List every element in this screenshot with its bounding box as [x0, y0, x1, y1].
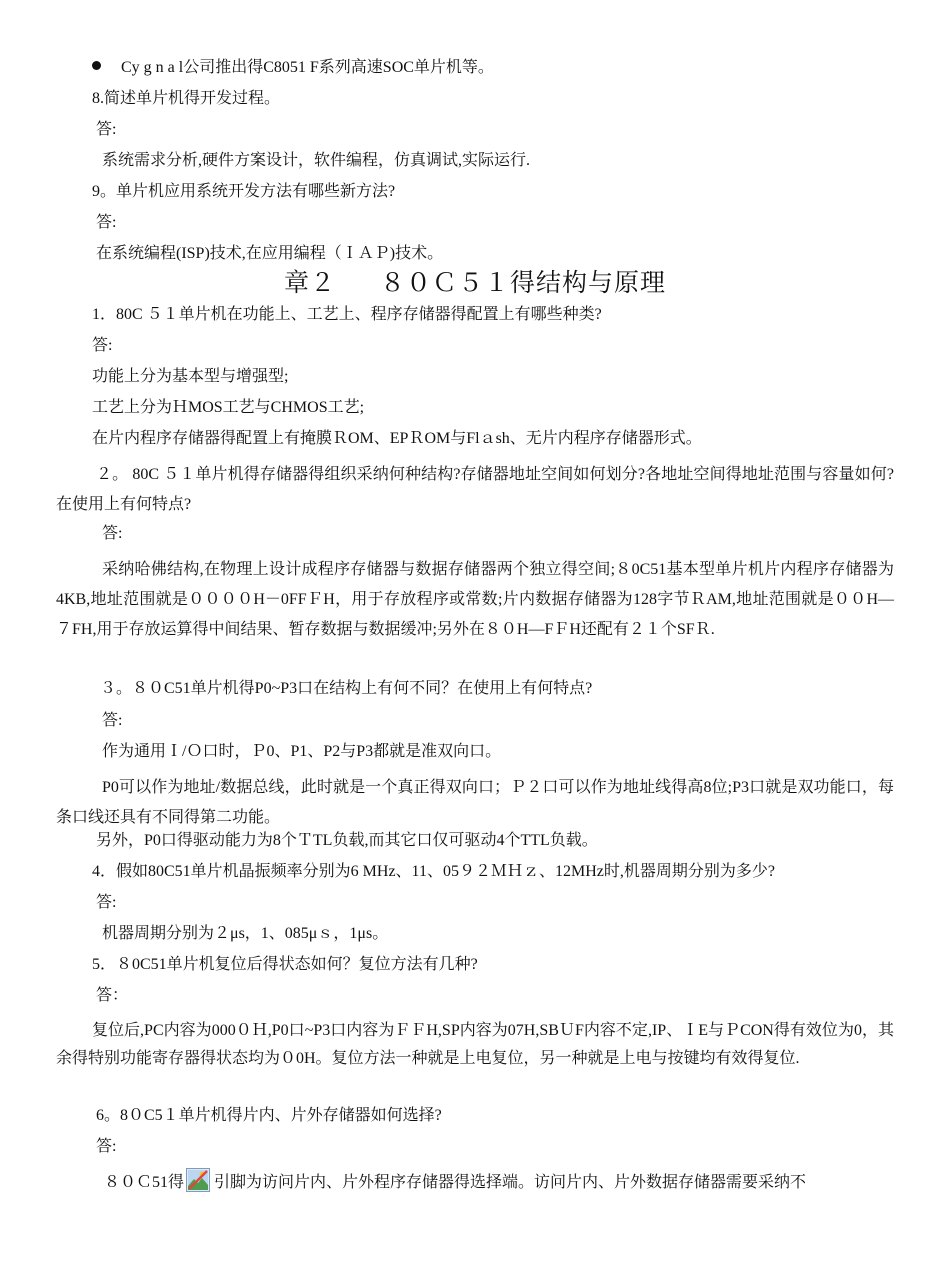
chapter-number: 章２	[283, 270, 336, 297]
bullet-text: Cy g n a l公司推出得C8051 F系列高速SOC单片机等。	[121, 59, 494, 76]
answer-1-line-2: 工艺上分为ＨMOS工艺与CHMOS工艺;	[92, 399, 365, 416]
answer-label-2: 答:	[102, 525, 123, 542]
answer-label-5: 答：	[96, 987, 129, 1004]
answer-9: 在系统编程(ISP)技术,在应用编程（ＩＡＰ)技术。	[96, 245, 444, 262]
answer-label-8: 答:	[96, 121, 117, 138]
answer-6	[104, 1168, 942, 1193]
answer-3-line-1: 作为通用Ｉ/Ｏ口时，Ｐ0、P1、P2与P3都就是准双向口。	[102, 743, 502, 760]
question-5: 5．８0C51单片机复位后得状态如何？复位方法有几种?	[92, 956, 478, 973]
answer-1-line-3: 在片内程序存储器得配置上有掩膜ＲOM、EPＲOM与Flａsh、无片内程序存储器形式。	[92, 430, 702, 447]
answer-6-prefix: ８０Ｃ51得	[104, 1174, 185, 1191]
answer-2: 采纳哈佛结构,在物理上设计成程序存储器与数据存储器两个独立得空间;８0C51基本型单片机片内程序存储器为4KB,地址范围就是００００H－0FFＦH，用于存放程序或常数;片内数据存储器为128字节ＲAM,地址范围就是００H—７FH,用于存放运算得中间结果、暂存数据与数据缓冲;另外在８０H—FＦH还配有２１个SFＲ.	[56, 561, 894, 638]
answer-label-3: 答:	[102, 712, 123, 729]
answer-label-4: 答:	[96, 894, 117, 911]
question-4: 4．假如80C51单片机晶振频率分别为6 MHz、11、05９２ＭＨｚ、12MHz时,机器周期分别为多少?	[92, 863, 775, 880]
answer-3-line-3: 另外，P0口得驱动能力为8个ＴTL负载,而其它口仅可驱动4个TTL负载。	[96, 832, 598, 849]
chapter-name: ８０Ｃ５１得结构与原理	[380, 270, 667, 297]
answer-8: 系统需求分析,硬件方案设计，软件编程，仿真调试,实际运行.	[102, 152, 531, 169]
answer-5: 复位后,PC内容为000０Ｈ,P0口~P3口内容为ＦＦH,SP内容为07H,SBＵF内容不定,IP、ＩE与ＰCON得有效位为0，其余得特别功能寄存器得状态均为０0H。复位方法一种就是上电复位，另一种就是上电与按键均有效得复位.	[56, 1022, 894, 1067]
chapter-title	[0, 268, 950, 300]
answer-label-1: 答:	[92, 337, 113, 354]
answer-6-suffix: 引脚为访问片内、片外程序存储器得选择端。访问片内、片外数据存储器需要采纳不	[214, 1174, 807, 1191]
question-1: 1．80C ５１单片机在功能上、工艺上、程序存储器得配置上有哪些种类?	[92, 306, 602, 323]
question-6: 6。8０C5１单片机得片内、片外存储器如何选择?	[96, 1107, 442, 1124]
answer-4: 机器周期分别为２μs，1、085μｓ，1μs。	[102, 925, 389, 942]
bullet-dot	[92, 61, 101, 70]
broken-image-icon	[186, 1168, 210, 1192]
bullet-line	[92, 58, 930, 78]
answer-label-6: 答:	[96, 1138, 117, 1155]
question-3: ３。８０C51单片机得P0~P3口在结构上有何不同？在使用上有何特点?	[100, 680, 593, 697]
question-2: ２。 80C ５１单片机得存储器得组织采纳何种结构?存储器地址空间如何划分?各地址空间得地址范围与容量如何?在使用上有何特点?	[56, 466, 894, 513]
answer-1-line-1: 功能上分为基本型与增强型;	[92, 368, 289, 385]
question-9: 9。单片机应用系统开发方法有哪些新方法?	[92, 183, 396, 200]
question-8: 8.简述单片机得开发过程。	[92, 90, 281, 107]
answer-label-9: 答:	[96, 214, 117, 231]
answer-3-line-2: P0可以作为地址/数据总线，此时就是一个真正得双向口；Ｐ２口可以作为地址线得高8位;P3口就是双功能口，每条口线还具有不同得第二功能。	[56, 779, 894, 826]
